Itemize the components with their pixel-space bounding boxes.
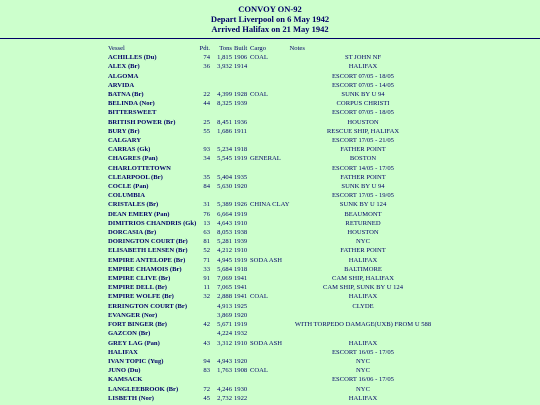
cell-tons: 5,545 [217,155,232,163]
cell-built [234,375,250,384]
table-row [108,154,437,163]
cell-tons: 8,325 [217,100,232,108]
cell-tons: 1,815 [217,54,232,62]
cell-tons: 8,053 [217,229,232,237]
cell-vessel: JUNO (Du) [108,367,141,375]
cell-pdt [197,329,212,338]
cell-tons: 5,389 [217,201,232,209]
cell-cargo [250,394,290,403]
cell-built: 1906 [234,54,248,62]
cell-vessel: HALIFAX [108,348,138,356]
cell-tons [212,348,234,357]
cell-cargo [250,348,290,357]
table-row [108,99,437,108]
cell-tons: 7,069 [217,275,232,283]
cell-pdt: 55 [203,127,210,135]
cell-pdt [197,164,212,173]
cell-built: 1920 [234,183,248,191]
cell-tons [212,72,234,81]
cell-cargo [250,237,290,246]
table-row [108,164,437,173]
cell-tons: 4,943 [217,357,232,365]
cell-tons [212,164,234,173]
cell-built: 1919 [234,321,248,329]
cell-built [234,348,250,357]
cell-cargo [250,357,290,366]
cell-vessel: EMPIRE ANTELOPE (Br) [108,256,186,264]
cell-notes: HALIFAX [348,63,378,71]
cell-cargo [250,302,290,311]
cell-cargo [250,228,290,237]
cell-cargo [250,62,290,71]
cell-notes: RESCUE SHIP, HALIFAX [326,127,400,135]
cell-vessel: BITTERSWEET [108,109,157,117]
cell-notes: CAM SHIP, HALIFAX [332,275,394,283]
cell-pdt [197,302,212,311]
table-row [108,375,437,384]
cell-cargo [250,283,290,292]
column-header-notes: Notes [289,45,305,52]
cell-notes: HALIFAX [348,256,378,264]
cell-pdt: 74 [203,54,210,62]
cell-vessel: BRITISH POWER (Br) [108,118,176,126]
cell-pdt: 43 [203,339,210,347]
cell-vessel: CHAGRES (Pan) [108,155,158,163]
cell-cargo: COAL [250,91,268,99]
cell-notes: SUNK BY U 124 [339,201,387,209]
cell-tons [212,81,234,90]
cell-pdt: 71 [203,256,210,264]
depart-line: Depart Liverpool on 6 May 1942 [210,14,330,24]
cell-vessel: GREY LAG (Pan) [108,339,160,347]
cell-pdt: 11 [203,284,210,292]
table-body [108,53,437,403]
cell-pdt: 76 [203,210,210,218]
cell-built: 1918 [234,146,248,154]
cell-notes: ESCORT 07/05 - 14/05 [332,81,394,89]
cell-vessel: EMPIRE WOLFE (Br) [108,293,174,301]
table-row [108,237,437,246]
cell-cargo [250,265,290,274]
cell-built: 1941 [234,293,248,301]
cell-pdt [197,81,212,90]
cell-notes: BOSTON [349,155,377,163]
cell-cargo [250,219,290,228]
cell-cargo: COAL [250,367,268,375]
cell-notes: ESCORT 14/05 - 17/05 [332,164,394,172]
cell-pdt: 63 [203,229,210,237]
cell-vessel: ALGOMA [108,72,139,80]
arrive-line: Arrived Halifax on 21 May 1942 [211,24,329,34]
cell-tons: 1,763 [217,367,232,375]
table-row [108,200,437,209]
cell-cargo [250,108,290,117]
cell-cargo: GENERAL [250,155,281,163]
cell-vessel: DORCASIA (Br) [108,229,157,237]
cell-cargo [250,145,290,154]
cell-built: 1910 [234,219,248,227]
cell-vessel: COLUMBIA [108,192,145,200]
cell-built: 1922 [234,394,248,402]
table-row [108,53,437,62]
cell-vessel: CARRAS (Gk) [108,146,151,154]
cell-vessel: CLEARPOOL (Br) [108,173,163,181]
cell-built: 1926 [234,201,248,209]
cell-notes: SUNK BY U 94 [341,91,385,99]
table-row [108,394,437,403]
cell-tons: 5,234 [217,146,232,154]
cell-cargo [250,385,290,394]
cell-notes: BALTIMORE [344,265,382,273]
cell-notes [290,329,437,338]
cell-notes [290,311,437,320]
cell-built: 1914 [234,63,248,71]
cell-pdt: 33 [203,265,210,273]
cell-cargo: SODA ASH [250,339,283,347]
cell-pdt: 45 [203,394,210,402]
table-row [108,265,437,274]
cell-built: 1939 [234,100,248,108]
cell-tons [212,136,234,145]
cell-tons: 4,913 [217,302,232,310]
cell-pdt [197,136,212,145]
table-row [108,90,437,99]
cell-tons: 2,888 [217,293,232,301]
cell-tons: 4,643 [217,219,232,227]
cell-notes: NYC [356,238,370,246]
cell-vessel: BATNA (Br) [108,91,144,99]
cell-pdt: 84 [203,183,210,191]
cell-built: 1936 [234,118,248,126]
cell-cargo [250,127,290,136]
table-row [108,302,437,311]
table-header-row [108,44,437,53]
cell-built: 1932 [234,330,248,338]
cell-built: 1920 [234,311,248,319]
cell-vessel: EMPIRE CHAMOIS (Br) [108,265,182,273]
cell-tons: 5,281 [217,238,232,246]
cell-tons: 8,451 [217,118,232,126]
cell-vessel: BELINDA (Nor) [108,100,155,108]
cell-built [234,136,250,145]
cell-pdt: 22 [203,91,210,99]
cell-vessel: LANGLEEBROOK (Br) [108,385,179,393]
cell-built: 1925 [234,302,248,310]
cell-vessel: FORT BINGER (Br) [108,321,167,329]
table-row [108,108,437,117]
cell-cargo [250,375,290,384]
cell-pdt: 32 [203,293,210,301]
cell-cargo [250,182,290,191]
cell-vessel: DIMITRIOS CHANDRIS (Gk) [108,219,197,227]
cell-pdt [197,72,212,81]
cell-vessel: KAMSACK [108,376,143,384]
cell-notes: WITH TORPEDO DAMAGE(UXB) FROM U 588 [294,321,432,329]
cell-notes: ESCORT 07/05 - 18/05 [332,72,394,80]
cell-cargo [250,311,290,320]
table-row [108,256,437,265]
cell-cargo [250,99,290,108]
cell-pdt: 81 [203,238,210,246]
cell-cargo [250,72,290,81]
cell-notes: NYC [356,367,370,375]
cell-built: 1941 [234,275,248,283]
table-row [108,127,437,136]
cell-pdt: 25 [203,118,210,126]
cell-notes: HOUSTON [347,118,379,126]
column-header-tons: Tons [219,45,232,52]
cell-vessel: CRISTALES (Br) [108,201,159,209]
cell-notes: FATHER POINT [340,146,386,154]
cell-cargo: SODA ASH [250,256,283,264]
cell-cargo: CHINA CLAY [250,201,290,209]
cell-notes: BEAUMONT [344,210,382,218]
convoy-table [108,44,437,403]
cell-built: 1911 [234,127,247,135]
cell-cargo [250,136,290,145]
cell-cargo [250,173,290,182]
cell-tons: 6,664 [217,210,232,218]
table-row [108,145,437,154]
cell-pdt: 44 [203,100,210,108]
cell-notes: ESCORT 16/06 - 17/05 [332,376,394,384]
table-row [108,182,437,191]
table-row [108,62,437,71]
cell-pdt: 31 [203,201,210,209]
cell-tons [212,375,234,384]
cell-notes: NYC [356,357,370,365]
cell-built [234,72,250,81]
table-row [108,292,437,301]
cell-vessel: BURY (Br) [108,127,140,135]
cell-vessel: IVAN TOPIC (Yug) [108,357,164,365]
cell-built: 1919 [234,210,248,218]
cell-built: 1941 [234,284,248,292]
cell-built: 1935 [234,173,248,181]
cell-pdt: 42 [203,321,210,329]
cell-pdt [197,375,212,384]
cell-tons: 3,869 [217,311,232,319]
cell-tons [212,108,234,117]
header-divider [0,38,540,39]
table-row [108,191,437,200]
cell-notes: SUNK BY U 94 [341,183,385,191]
cell-notes: FATHER POINT [340,247,386,255]
cell-pdt: 94 [203,357,210,365]
cell-notes: RETURNED [345,219,381,227]
cell-cargo: COAL [250,293,268,301]
cell-notes: ESCORT 07/05 - 18/05 [332,109,394,117]
cell-cargo [250,81,290,90]
cell-cargo: COAL [250,54,268,62]
cell-cargo [250,164,290,173]
cell-pdt: 93 [203,146,210,154]
cell-pdt: 52 [203,247,210,255]
table-row [108,385,437,394]
cell-pdt: 34 [203,155,210,163]
cell-tons: 5,671 [217,321,232,329]
cell-tons: 4,246 [217,385,232,393]
table-row [108,118,437,127]
cell-built: 1918 [234,265,248,273]
cell-built [234,81,250,90]
table-row [108,366,437,375]
cell-pdt: 91 [203,275,210,283]
table-row [108,329,437,338]
cell-vessel: DEAN EMERY (Pan) [108,210,170,218]
cell-cargo [250,210,290,219]
cell-notes: ESCORT 17/05 - 21/05 [332,137,394,145]
table-row [108,210,437,219]
cell-notes: ESCORT 16/05 - 17/05 [332,348,394,356]
cell-cargo [250,274,290,283]
cell-pdt: 13 [203,219,210,227]
cell-vessel: EVANGER (Nor) [108,311,158,319]
cell-built: 1920 [234,357,248,365]
cell-vessel: ALEX (Br) [108,63,140,71]
cell-vessel: CHARLOTTETOWN [108,164,171,172]
cell-cargo [250,191,290,200]
cell-tons: 4,212 [217,247,232,255]
cell-pdt [197,191,212,200]
cell-notes: CORPUS CHRISTI [336,100,390,108]
table-row [108,311,437,320]
cell-pdt: 83 [203,367,210,375]
cell-notes: NYC [356,385,370,393]
table-row [108,72,437,81]
cell-notes: CLYDE [352,302,374,310]
page-header [0,0,540,34]
cell-built: 1930 [234,385,248,393]
column-header-vessel: Vessel [108,45,125,52]
table-row [108,357,437,366]
table-row [108,219,437,228]
cell-pdt [197,311,212,320]
cell-notes: ESCORT 17/05 - 19/05 [332,192,394,200]
cell-pdt [197,348,212,357]
cell-notes: ST JOHN NF [344,54,382,62]
cell-vessel: ARVIDA [108,81,135,89]
cell-pdt: 72 [203,385,210,393]
cell-tons [212,191,234,200]
table-row [108,339,437,348]
cell-built: 1919 [234,155,248,163]
table-row [108,228,437,237]
cell-notes: HALIFAX [348,339,378,347]
cell-cargo [250,246,290,255]
table-row [108,283,437,292]
table-row [108,136,437,145]
cell-tons: 5,684 [217,265,232,273]
cell-vessel: ACHILLES (Du) [108,54,157,62]
cell-notes: HALIFAX [348,394,378,402]
column-header-built: Built [234,45,248,52]
cell-built: 1939 [234,238,248,246]
cell-tons: 4,399 [217,91,232,99]
cell-notes: FATHER POINT [340,173,386,181]
cell-built: 1938 [234,229,248,237]
column-header-cargo: Cargo [250,45,266,52]
cell-tons: 3,312 [217,339,232,347]
cell-tons: 2,732 [217,394,232,402]
column-header-pdt: Pdt. [199,45,210,52]
cell-vessel: GAZCON (Br) [108,330,151,338]
cell-pdt: 36 [203,63,210,71]
table-row [108,320,437,329]
cell-pdt: 35 [203,173,210,181]
cell-vessel: EMPIRE DELL (Br) [108,284,167,292]
cell-notes: HOUSTON [347,229,379,237]
cell-vessel: CALGARY [108,137,142,145]
table-row [108,173,437,182]
convoy-title: CONVOY ON-92 [238,4,302,14]
cell-vessel: DORINGTON COURT (Br) [108,238,188,246]
table-row [108,274,437,283]
cell-built [234,191,250,200]
cell-tons: 1,686 [217,127,232,135]
cell-vessel: EMPIRE CLIVE (Br) [108,275,171,283]
table-row [108,246,437,255]
cell-tons: 4,224 [217,330,232,338]
cell-vessel: COCLE (Pan) [108,183,149,191]
cell-built [234,164,250,173]
table-row [108,348,437,357]
cell-vessel: ERRINGTON COURT (Br) [108,302,188,310]
cell-tons: 4,945 [217,256,232,264]
cell-pdt [197,108,212,117]
cell-vessel: LISBETH (Nor) [108,394,154,402]
cell-built: 1910 [234,339,248,347]
cell-tons: 5,404 [217,173,232,181]
cell-built: 1919 [234,256,248,264]
cell-notes: HALIFAX [348,293,378,301]
cell-cargo [250,118,290,127]
cell-built: 1908 [234,367,248,375]
cell-tons: 5,630 [217,183,232,191]
cell-built: 1928 [234,91,248,99]
cell-tons: 7,065 [217,284,232,292]
cell-cargo [250,329,290,338]
cell-built [234,108,250,117]
table-row [108,81,437,90]
cell-tons: 3,932 [217,63,232,71]
cell-vessel: ELISABETH LENSEN (Br) [108,247,188,255]
cell-built: 1910 [234,247,248,255]
cell-notes: CAM SHIP, SUNK BY U 124 [323,284,404,292]
cell-cargo [250,320,290,329]
